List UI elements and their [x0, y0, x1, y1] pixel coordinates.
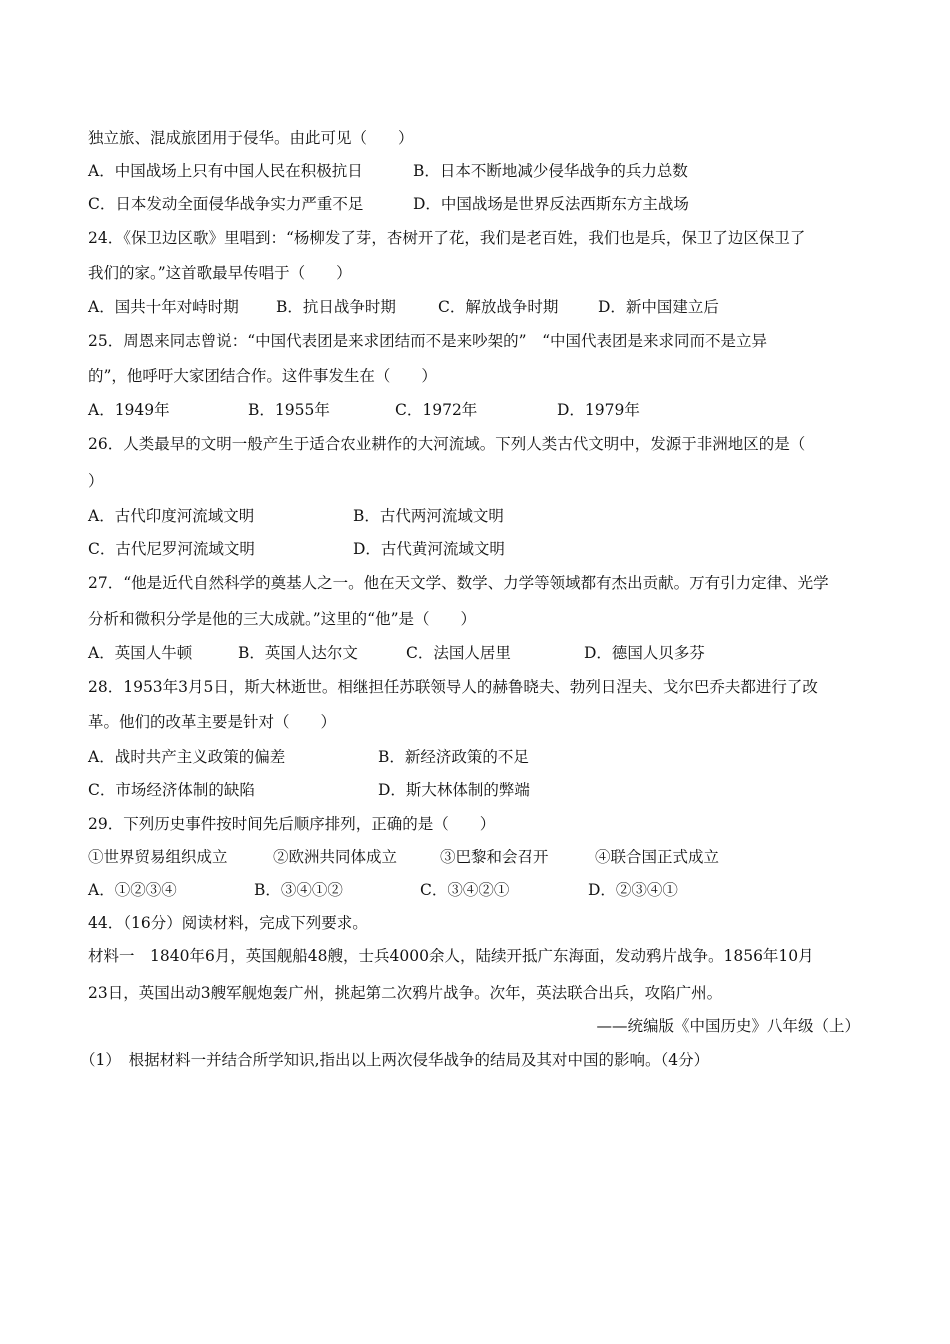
q44-material-source: ——统编版《中国历史》八年级（上）	[596, 1017, 860, 1035]
q26-option-a: A．古代印度河流域文明	[88, 507, 255, 525]
q25-option-d: D．1979年	[557, 401, 640, 419]
q27-options	[88, 643, 880, 663]
q26-options-row-2	[88, 539, 880, 559]
q44-material-1-line-2: 23日，英国出动3艘军舰炮轰广州，挑起第二次鸦片战争。次年，英法联合出兵，攻陷广州。	[88, 984, 723, 1002]
q29-option-a: A．①②③④	[88, 881, 177, 899]
q24-option-c: C．解放战争时期	[438, 298, 559, 316]
q28-options-row-2	[88, 780, 880, 800]
q24-stem-line-2: 我们的家。”这首歌最早传唱于（ ）	[88, 264, 352, 282]
q27-option-b: B．英国人达尔文	[238, 644, 358, 662]
q25-stem-line-2: 的”，他呼吁大家团结合作。这件事发生在（ ）	[88, 367, 437, 385]
q29-events	[88, 847, 880, 867]
q29-event-4: ④联合国正式成立	[595, 848, 720, 866]
q29-event-3: ③巴黎和会召开	[440, 848, 549, 866]
q29-event-1: ①世界贸易组织成立	[88, 848, 228, 866]
q26-stem-line-1: 26．人类最早的文明一般产生于适合农业耕作的大河流域。下列人类古代文明中，发源于非洲地区的是（	[88, 435, 806, 453]
q44-material-1-line-1: 材料一 1840年6月，英国舰船48艘，士兵4000余人，陆续开抵广东海面，发动鸦片战争。1856年10月	[88, 947, 814, 965]
q26-options-row-1	[88, 506, 880, 526]
q28-stem-line-2: 革。他们的改革主要是针对（ ）	[88, 713, 337, 731]
q23-options-row-2	[88, 194, 880, 214]
q27-option-d: D．德国人贝多芬	[584, 644, 705, 662]
q26-option-b: B．古代两河流域文明	[353, 507, 504, 525]
q28-options-row-1	[88, 747, 880, 767]
q28-stem-line-1: 28．1953年3月5日，斯大林逝世。相继担任苏联领导人的赫鲁晓夫、勃列日涅夫、戈尔巴乔夫都进行了改	[88, 678, 818, 696]
q24-options	[88, 297, 880, 317]
q24-option-b: B．抗日战争时期	[276, 298, 396, 316]
q23-option-d: D．中国战场是世界反法西斯东方主战场	[413, 195, 689, 213]
q23-option-c: C．日本发动全面侵华战争实力严重不足	[88, 195, 364, 213]
q23-option-b: B．日本不断地减少侵华战争的兵力总数	[413, 162, 688, 180]
q23-options-row-1	[88, 161, 880, 181]
q23-option-a: A．中国战场上只有中国人民在积极抗日	[88, 162, 363, 180]
q44-stem: 44．（16分）阅读材料，完成下列要求。	[88, 914, 368, 932]
q23-stem-tail: 独立旅、混成旅团用于侵华。由此可见（ ）	[88, 129, 414, 147]
q28-option-d: D．斯大林体制的弊端	[378, 781, 530, 799]
q27-stem-line-1: 27．“他是近代自然科学的奠基人之一。他在天文学、数学、力学等领域都有杰出贡献。万有引力定律、光学	[88, 574, 829, 592]
q25-options	[88, 400, 880, 420]
q27-option-c: C．法国人居里	[406, 644, 511, 662]
q28-option-c: C．市场经济体制的缺陷	[88, 781, 255, 799]
q28-option-a: A．战时共产主义政策的偏差	[88, 748, 286, 766]
q29-option-b: B．③④①②	[254, 881, 343, 899]
q29-event-2: ②欧洲共同体成立	[273, 848, 398, 866]
q25-option-b: B．1955年	[248, 401, 330, 419]
q24-option-a: A．国共十年对峙时期	[88, 298, 239, 316]
q26-option-c: C．古代尼罗河流域文明	[88, 540, 255, 558]
q26-stem-line-2: ）	[88, 472, 104, 490]
q27-option-a: A．英国人牛顿	[88, 644, 193, 662]
q24-stem-line-1: 24．《保卫边区歌》里唱到：“杨柳发了芽，杏树开了花，我们是老百姓，我们也是兵，保卫了边区保卫了	[88, 229, 806, 247]
q29-option-d: D．②③④①	[588, 881, 678, 899]
q29-stem: 29．下列历史事件按时间先后顺序排列，正确的是（ ）	[88, 815, 496, 833]
q44-sub-question-1: （1） 根据材料一并结合所学知识,指出以上两次侵华战争的结局及其对中国的影响。（4分）	[80, 1051, 710, 1069]
q25-stem-line-1: 25．周恩来同志曾说：“中国代表团是来求团结而不是来吵架的” “中国代表团是来求同而不是立异	[88, 332, 767, 350]
q27-stem-line-2: 分析和微积分学是他的三大成就。”这里的“他”是（ ）	[88, 610, 477, 628]
q25-option-c: C．1972年	[395, 401, 478, 419]
q24-option-d: D．新中国建立后	[598, 298, 719, 316]
q29-options	[88, 880, 880, 900]
q28-option-b: B．新经济政策的不足	[378, 748, 529, 766]
q25-option-a: A．1949年	[88, 401, 170, 419]
q26-option-d: D．古代黄河流域文明	[353, 540, 505, 558]
q29-option-c: C．③④②①	[420, 881, 510, 899]
